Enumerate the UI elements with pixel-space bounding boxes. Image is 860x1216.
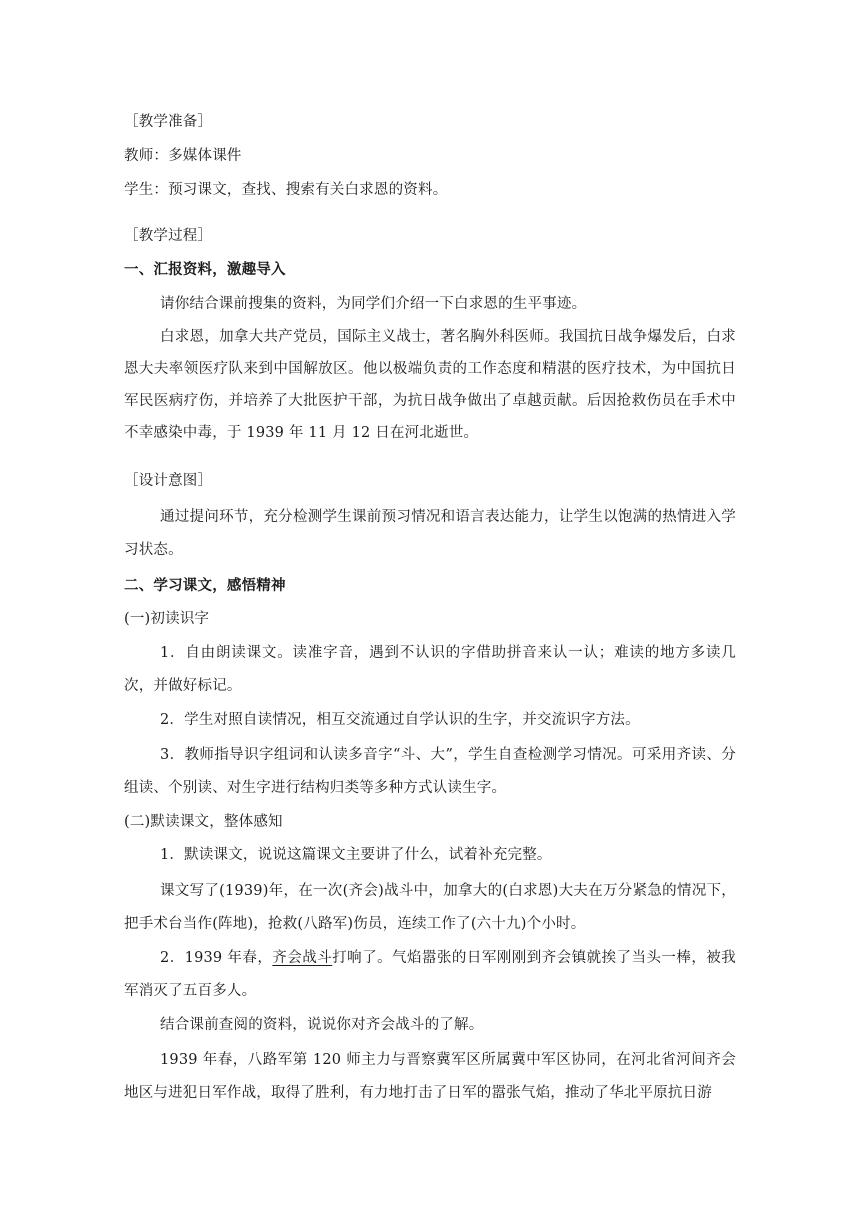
- sub2-question: 结合课前查阅的资料，说说你对齐会战斗的了解。: [160, 1017, 484, 1033]
- sub1-item2: 2．学生对照自读情况，相互交流通过自学认识的生字，并交流识字方法。: [160, 712, 640, 728]
- part1-bio: 白求恩，加拿大共产党员，国际主义战士，著名胸外科医师。我国抗日战争爆发后，白求恩大夫率领医疗队来到中国解放区。他以极端负责的工作态度和精湛的医疗技术，为中国抗日军民医病疗伤，并培养了大批医护干部，为抗日战争做出了卓越贡献。后因抢救伤员在手术中不幸感染中毒，于 1939 年 11 月 12 日在河北逝世。: [124, 329, 736, 441]
- sub2-fill: 课文写了(1939)年，在一次(齐会)战斗中，加拿大的(白求恩)大夫在万分紧急的情况下，把手术台当作(阵地)，抢救(八路军)伤员，连续工作了(六十九)个小时。: [124, 883, 736, 932]
- sub2-item2: [124, 942, 736, 1008]
- prep-heading: ［教学准备］: [124, 114, 213, 130]
- process-heading: ［教学过程］: [124, 228, 213, 244]
- sub1-item1: 1．自由朗读课文。读准字音，遇到不认识的字借助拼音来认一认；难读的地方多读几次，并做好标记。: [124, 645, 736, 694]
- part2-title: 二、学习课文，感悟精神: [124, 577, 286, 594]
- prep-student: 学生：预习课文，查找、搜索有关白求恩的资料。: [124, 182, 448, 198]
- sub2-answer: 1939 年春，八路军第 120 师主力与晋察冀军区所属冀中军区协同，在河北省河间齐会地区与进犯日军作战，取得了胜利，有力地打击了日军的嚣张气焰，推动了华北平原抗日游: [124, 1052, 736, 1101]
- design-text: 通过提问环节，充分检测学生课前预习情况和语言表达能力，让学生以饱满的热情进入学习状态。: [124, 509, 736, 558]
- sub2-item2-suffix: 打响了。气焰嚣张的日军刚刚到齐会镇就挨了当头一棒，被我军消灭了五百多人。: [124, 950, 736, 999]
- sub2-item2-prefix: 2．1939 年春，: [160, 950, 273, 966]
- sub1-title: (一)初读识字: [124, 611, 210, 627]
- prep-teacher: 教师：多媒体课件: [124, 148, 242, 164]
- sub2-title: (二)默读课文，整体感知: [124, 814, 283, 830]
- sub1-item3: 3．教师指导识字组词和认读多音字“斗、大”，学生自查检测学习情况。可采用齐读、分组读、个别读、对生字进行结构归类等多种方式认读生字。: [124, 747, 736, 796]
- part1-title: 一、汇报资料，激趣导入: [124, 261, 286, 278]
- qihui-battle-link[interactable]: 齐会战斗: [272, 950, 333, 966]
- part1-prompt: 请你结合课前搜集的资料，为同学们介绍一下白求恩的生平事迹。: [160, 296, 587, 312]
- sub2-item1: 1．默读课文，说说这篇课文主要讲了什么，试着补充完整。: [160, 847, 552, 863]
- design-heading: ［设计意图］: [124, 473, 213, 489]
